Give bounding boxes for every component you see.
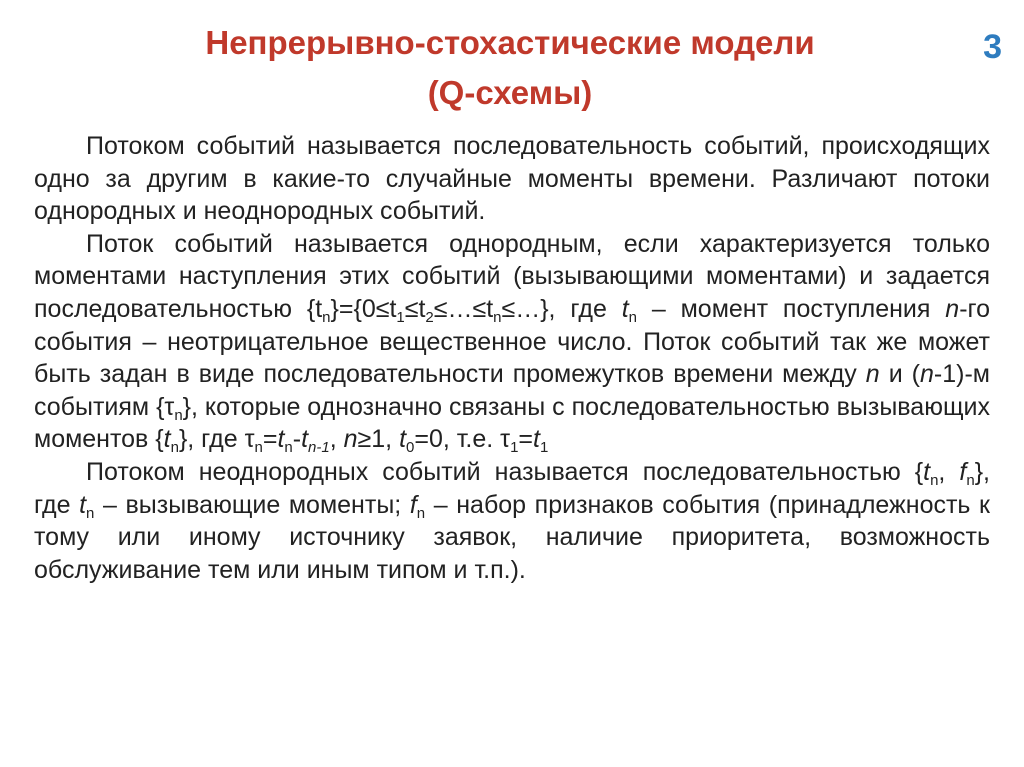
- p3-var-t-2: t: [79, 490, 87, 519]
- p2-text-6: }, которые однозначно связаны с последовательностью вызывающих моментов {: [34, 392, 990, 454]
- paragraph-1: Потоком событий называется последовательность событий, происходящих одно за другим в какие-то случайные моменты времени. Различают потоки однородных и неоднородных событий.: [34, 132, 990, 226]
- p2-comma: ,: [329, 425, 344, 454]
- p2-var-n-2: n: [865, 360, 880, 389]
- slide-title-line-2: (Q-схемы): [427, 74, 593, 111]
- p2-var-t-5: t: [399, 425, 407, 454]
- p2-eq: =: [262, 425, 278, 454]
- p2-var-t: t: [621, 294, 629, 323]
- p2-sub-1-2: 1: [539, 439, 549, 457]
- p2-seq-2: ≤t: [404, 294, 426, 323]
- p2-var-t-2: t: [163, 425, 171, 454]
- p3-text: Потоком неоднородных событий называется последовательностью {: [86, 457, 924, 486]
- p2-var-n-3: n: [920, 360, 934, 389]
- p2-var-t-3: t: [277, 425, 285, 454]
- p2-text-4: и (: [879, 360, 921, 389]
- p2-text-9: =0, т.е. τ: [414, 425, 511, 454]
- p3-var-f-2: f: [409, 490, 417, 519]
- p2-text-7: }, где τ: [178, 425, 255, 454]
- p2-sub-n-4: n: [170, 439, 179, 457]
- p2-text: Поток событий называется однородным, если характеризуется только моментами наступления этих событий (вызывающими моментами) и задается последовательностью: [34, 229, 990, 323]
- p2-sub-0: 0: [406, 439, 415, 457]
- p2-sub-2: 2: [425, 308, 434, 326]
- p2-seq-close: ≤…}, где: [501, 294, 622, 323]
- p2-sub-tau-1: 1: [510, 439, 519, 457]
- p2-seq-open: {t: [306, 294, 323, 323]
- p3-text-2: }, где: [34, 457, 990, 519]
- p2-sub-tau-n-2: n: [254, 439, 263, 457]
- slide-number: 3: [983, 28, 1002, 66]
- slide-body: [34, 130, 990, 586]
- p2-sub-n: n: [322, 308, 331, 326]
- p2-text-8: ≥1,: [357, 425, 400, 454]
- p2-var-t-6: t: [533, 425, 540, 454]
- p2-eq-2: =: [518, 425, 534, 454]
- p3-sub-n-2: n: [966, 471, 975, 489]
- p3-text-4: – набор признаков события (принадлежность к тому или иному источнику заявок, наличие приоритета, возможность обслуживание тем или иным типом и т.п.).: [34, 490, 990, 584]
- p2-sub-1: 1: [396, 308, 405, 326]
- p2-sub-n-minus-1: n-1: [308, 439, 330, 457]
- p2-var-t-4: t: [301, 425, 309, 454]
- paragraph-3: [34, 456, 990, 586]
- p2-seq-3: ≤…≤t: [433, 294, 494, 323]
- p3-comma: ,: [938, 457, 960, 486]
- slide-title-line-1: Непрерывно-стохастические модели: [205, 24, 815, 61]
- p2-sub-n-2: n: [493, 308, 502, 326]
- p2-sub-tau-n: n: [174, 406, 183, 424]
- slide-title: [100, 18, 920, 118]
- p2-text-5: -1)-м событиям {τ: [34, 360, 990, 421]
- p2-minus: -: [292, 425, 302, 454]
- p2-var-n: n: [945, 294, 960, 323]
- p3-text-3: – вызывающие моменты;: [94, 490, 410, 519]
- p2-text-3: -го события – неотрицательное вещественное число. Поток событий так же может быть задан в виде последовательности промежутков времени между: [34, 294, 990, 389]
- paragraph-2: [34, 228, 990, 456]
- p3-sub-n-3: n: [86, 504, 95, 522]
- p3-var-f: f: [959, 457, 967, 486]
- p3-sub-n: n: [930, 471, 939, 489]
- p2-sub-n-3: n: [628, 308, 637, 326]
- p3-sub-n-4: n: [416, 504, 426, 522]
- p2-seq: }={0≤t: [330, 294, 397, 323]
- p2-text-2: – момент поступления: [637, 294, 946, 323]
- p3-var-t: t: [923, 457, 931, 486]
- p2-var-n-4: n: [343, 425, 358, 454]
- p2-sub-n-5: n: [284, 439, 293, 457]
